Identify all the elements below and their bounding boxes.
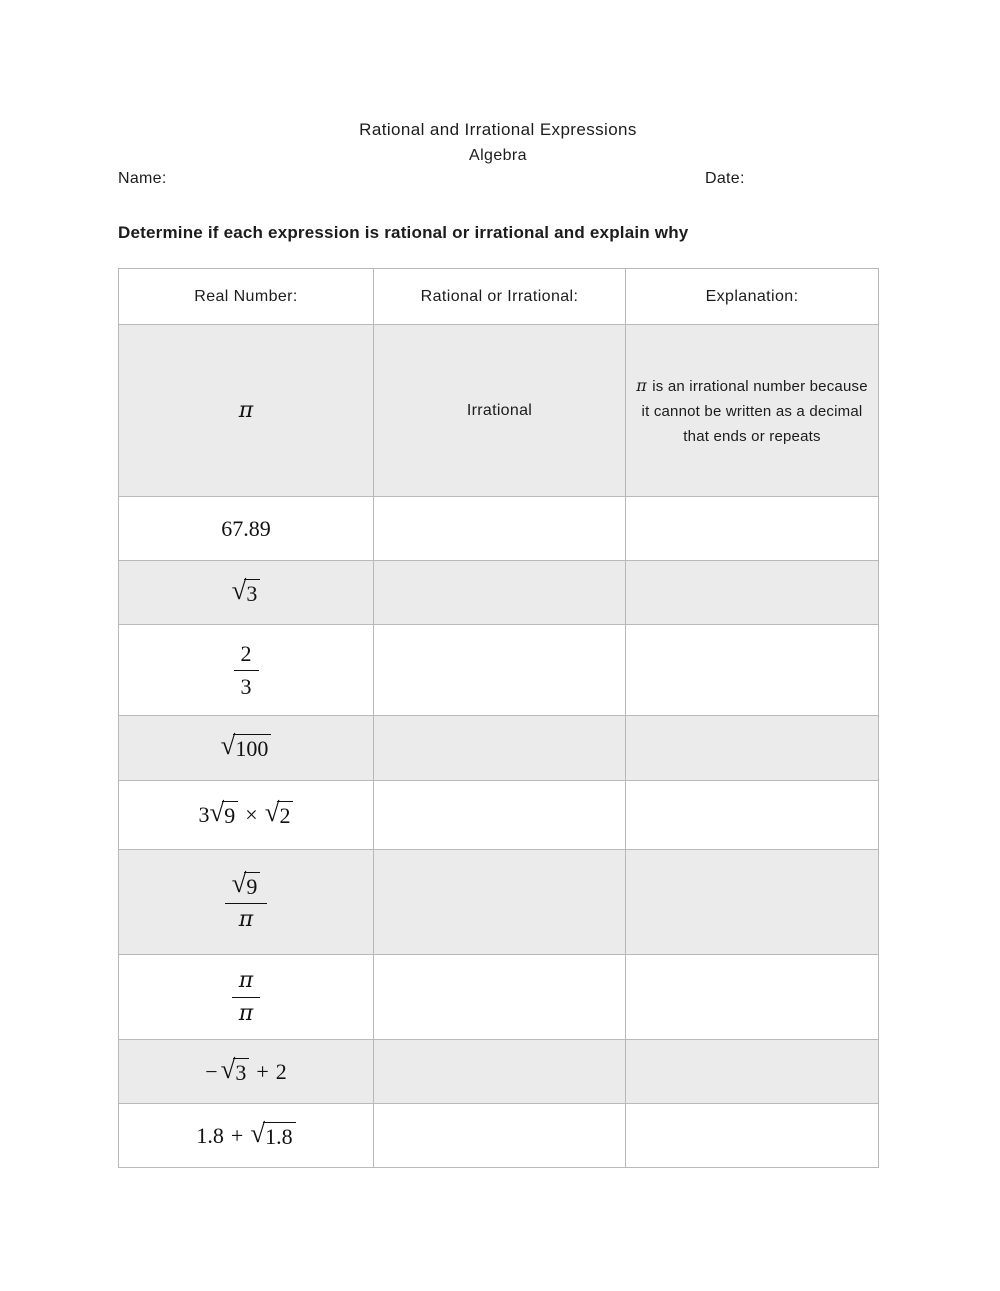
table-row xyxy=(119,850,879,955)
math-expression xyxy=(198,797,294,829)
fraction xyxy=(232,968,260,1026)
math-number: 9 xyxy=(224,803,236,829)
sqrt-radicand xyxy=(263,1122,296,1149)
explanation-cell xyxy=(626,716,879,781)
sqrt-radicand xyxy=(222,801,238,828)
math-expression xyxy=(221,516,271,541)
pi-symbol: π xyxy=(636,375,647,395)
table-row xyxy=(119,325,879,497)
table-row xyxy=(119,1104,879,1168)
classification-cell xyxy=(374,561,626,625)
sqrt-radicand xyxy=(233,1058,249,1085)
column-header-label: Explanation: xyxy=(705,287,799,305)
sqrt-radical xyxy=(231,574,261,606)
math-expression xyxy=(225,868,268,932)
sqrt-radicand xyxy=(233,734,271,761)
math-operator: × xyxy=(245,802,258,828)
expression-cell xyxy=(119,955,374,1040)
sqrt-radical xyxy=(250,1117,295,1149)
explanation-cell xyxy=(626,325,879,497)
expression-cell xyxy=(119,716,374,781)
column-header-label: Rational or Irrational: xyxy=(420,287,579,305)
document-header xyxy=(118,119,878,166)
table-row xyxy=(119,955,879,1040)
math-number: 100 xyxy=(235,736,269,762)
page-title: Rational and Irrational Expressions xyxy=(359,120,637,139)
table-row xyxy=(119,781,879,850)
math-number: 3 xyxy=(235,1059,247,1085)
sqrt-sign: √ xyxy=(264,797,280,828)
explanation-cell xyxy=(626,781,879,850)
explanation-cell xyxy=(626,1040,879,1104)
fraction xyxy=(234,641,259,699)
sqrt-sign: √ xyxy=(220,730,236,761)
column-header xyxy=(374,269,626,325)
sqrt-sign: √ xyxy=(231,868,247,899)
math-number: 2 xyxy=(240,641,252,667)
sqrt-radical xyxy=(231,868,261,900)
sqrt-sign: √ xyxy=(231,574,247,605)
classification-cell xyxy=(374,497,626,561)
expression-cell xyxy=(119,325,374,497)
math-operator: + xyxy=(256,1058,269,1084)
math-variable: π xyxy=(238,906,254,932)
math-number: 1.8 xyxy=(196,1122,224,1148)
sqrt-radicand xyxy=(244,872,260,899)
math-number: 2 xyxy=(279,803,291,829)
sqrt-sign: √ xyxy=(220,1053,236,1084)
math-number: 3 xyxy=(198,802,210,828)
expression-cell xyxy=(119,561,374,625)
math-variable: π xyxy=(238,968,254,994)
classification-cell xyxy=(374,850,626,955)
math-expression xyxy=(220,730,272,762)
math-number: 2 xyxy=(275,1058,287,1084)
math-expression xyxy=(231,574,261,606)
math-operator: + xyxy=(230,1122,244,1148)
fraction xyxy=(225,868,268,932)
sqrt-radicand xyxy=(244,579,260,606)
explanation-cell xyxy=(626,561,879,625)
column-header xyxy=(119,269,374,325)
table-row xyxy=(119,561,879,625)
math-operator: − xyxy=(205,1058,218,1084)
explanation-text: π is an irrational number because it cannot be written as a decimal that ends or repeats xyxy=(636,375,868,445)
table-header-row xyxy=(119,269,879,325)
math-expression xyxy=(205,1053,287,1085)
table-row xyxy=(119,497,879,561)
name-date-row xyxy=(118,170,878,190)
table-row xyxy=(119,625,879,716)
math-expression xyxy=(232,968,260,1026)
classification-cell xyxy=(374,625,626,716)
expression-cell xyxy=(119,850,374,955)
expression-cell xyxy=(119,1104,374,1168)
table-row xyxy=(119,1040,879,1104)
expression-cell xyxy=(119,625,374,716)
explanation-cell xyxy=(626,850,879,955)
sqrt-radical xyxy=(220,1053,250,1085)
fraction-numerator xyxy=(225,868,268,903)
math-number: 9 xyxy=(246,874,258,900)
classification-cell xyxy=(374,781,626,850)
math-expression xyxy=(239,398,253,423)
math-variable: π xyxy=(238,397,254,423)
fraction-numerator xyxy=(232,968,260,997)
classification-cell xyxy=(374,1104,626,1168)
math-expression xyxy=(196,1117,295,1149)
page-subtitle: Algebra xyxy=(469,147,527,164)
fraction-numerator xyxy=(234,641,259,670)
fraction-denominator xyxy=(232,904,260,932)
sqrt-radical xyxy=(220,730,272,762)
explanation-cell xyxy=(626,497,879,561)
math-expression xyxy=(234,641,259,699)
classification-cell: Irrational xyxy=(374,325,626,497)
expression-cell xyxy=(119,497,374,561)
explanation-cell xyxy=(626,1104,879,1168)
math-variable: π xyxy=(238,1000,254,1026)
sqrt-radical xyxy=(264,797,294,829)
table-row xyxy=(119,716,879,781)
math-number: 67.89 xyxy=(221,515,271,541)
classification-cell xyxy=(374,1040,626,1104)
explanation-cell xyxy=(626,625,879,716)
column-header xyxy=(626,269,879,325)
sqrt-radical xyxy=(209,797,239,829)
sqrt-radicand xyxy=(277,801,293,828)
instruction-text: Determine if each expression is rational or irrational and explain why xyxy=(118,223,689,242)
fraction-denominator xyxy=(234,671,259,699)
math-number: 3 xyxy=(240,673,252,699)
expression-cell xyxy=(119,781,374,850)
math-number: 1.8 xyxy=(265,1123,293,1149)
column-header-label: Real Number: xyxy=(194,287,298,305)
date-label: Date: xyxy=(705,170,745,187)
fraction-denominator xyxy=(232,998,260,1026)
name-label: Name: xyxy=(118,170,167,187)
classification-cell xyxy=(374,955,626,1040)
expression-cell xyxy=(119,1040,374,1104)
classification-cell xyxy=(374,716,626,781)
sqrt-sign: √ xyxy=(250,1117,266,1148)
math-number: 3 xyxy=(246,580,258,606)
sqrt-sign: √ xyxy=(209,797,225,828)
explanation-cell xyxy=(626,955,879,1040)
worksheet-table xyxy=(118,268,879,1168)
table-body xyxy=(119,325,879,1168)
